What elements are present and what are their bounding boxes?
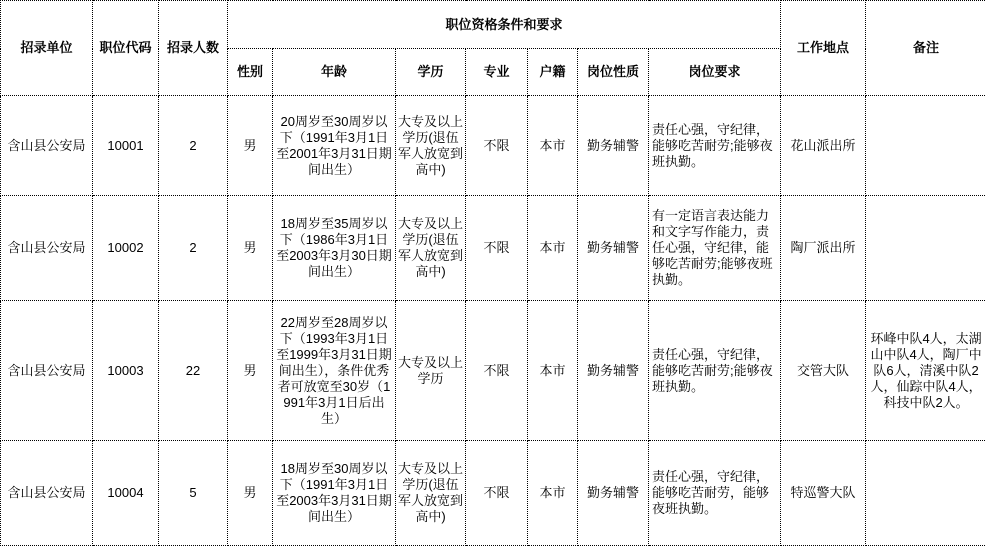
cell-major: 不限 [466, 96, 528, 196]
header-code: 职位代码 [93, 1, 159, 96]
header-education: 学历 [396, 49, 466, 96]
header-unit: 招录单位 [1, 1, 93, 96]
cell-major: 不限 [466, 301, 528, 441]
cell-requirements: 责任心强，守纪律，能够吃苦耐劳;能够夜班执勤。 [649, 301, 781, 441]
cell-education: 大专及以上学历(退伍军人放宽到高中) [396, 96, 466, 196]
cell-major: 不限 [466, 196, 528, 301]
cell-gender: 男 [228, 196, 273, 301]
cell-count: 2 [159, 96, 228, 196]
cell-gender: 男 [228, 441, 273, 546]
cell-education: 大专及以上学历(退伍军人放宽到高中) [396, 441, 466, 546]
table-header [1, 1, 986, 96]
cell-nature: 勤务辅警 [578, 196, 649, 301]
header-gender: 性别 [228, 49, 273, 96]
cell-nature: 勤务辅警 [578, 96, 649, 196]
cell-remarks: 环峰中队4人，太湖山中队4人，陶厂中队6人，清溪中队2人，仙踪中队4人，科技中队2人。 [866, 301, 986, 441]
cell-unit: 含山县公安局 [1, 441, 93, 546]
cell-household: 本市 [528, 196, 578, 301]
table-row [1, 96, 986, 196]
cell-education: 大专及以上学历 [396, 301, 466, 441]
cell-remarks [866, 96, 986, 196]
cell-age: 18周岁至35周岁以下（1986年3月1日至2003年3月30日期间出生） [273, 196, 396, 301]
cell-location: 交管大队 [781, 301, 866, 441]
cell-education: 大专及以上学历(退伍军人放宽到高中) [396, 196, 466, 301]
table-row [1, 196, 986, 301]
table-row [1, 301, 986, 441]
cell-major: 不限 [466, 441, 528, 546]
cell-age: 20周岁至30周岁以下（1991年3月1日至2001年3月31日期间出生） [273, 96, 396, 196]
table-body [1, 96, 986, 546]
cell-household: 本市 [528, 441, 578, 546]
cell-location: 特巡警大队 [781, 441, 866, 546]
header-remarks: 备注 [866, 1, 986, 96]
header-age: 年龄 [273, 49, 396, 96]
header-nature: 岗位性质 [578, 49, 649, 96]
header-location: 工作地点 [781, 1, 866, 96]
cell-gender: 男 [228, 301, 273, 441]
cell-age: 18周岁至30周岁以下（1991年3月1日至2003年3月31日期间出生） [273, 441, 396, 546]
cell-count: 2 [159, 196, 228, 301]
cell-requirements: 有一定语言表达能力和文字写作能力，责任心强，守纪律，能够吃苦耐劳;能够夜班执勤。 [649, 196, 781, 301]
cell-unit: 含山县公安局 [1, 196, 93, 301]
cell-unit: 含山县公安局 [1, 301, 93, 441]
header-row-1 [1, 1, 986, 49]
cell-remarks [866, 196, 986, 301]
cell-household: 本市 [528, 301, 578, 441]
cell-unit: 含山县公安局 [1, 96, 93, 196]
cell-count: 22 [159, 301, 228, 441]
cell-code: 10001 [93, 96, 159, 196]
cell-nature: 勤务辅警 [578, 301, 649, 441]
cell-code: 10003 [93, 301, 159, 441]
header-count: 招录人数 [159, 1, 228, 96]
cell-location: 陶厂派出所 [781, 196, 866, 301]
cell-age: 22周岁至28周岁以下（1993年3月1日至1999年3月31日期间出生），条件优秀者可放宽至30岁（1991年3月1日后出生） [273, 301, 396, 441]
header-qualification-group: 职位资格条件和要求 [228, 1, 781, 49]
table-row [1, 441, 986, 546]
cell-household: 本市 [528, 96, 578, 196]
cell-location: 花山派出所 [781, 96, 866, 196]
cell-code: 10002 [93, 196, 159, 301]
cell-nature: 勤务辅警 [578, 441, 649, 546]
cell-count: 5 [159, 441, 228, 546]
cell-gender: 男 [228, 96, 273, 196]
header-household: 户籍 [528, 49, 578, 96]
header-major: 专业 [466, 49, 528, 96]
header-requirements: 岗位要求 [649, 49, 781, 96]
cell-remarks [866, 441, 986, 546]
cell-requirements: 责任心强，守纪律，能够吃苦耐劳，能够夜班执勤。 [649, 441, 781, 546]
cell-requirements: 责任心强，守纪律，能够吃苦耐劳;能够夜班执勤。 [649, 96, 781, 196]
cell-code: 10004 [93, 441, 159, 546]
